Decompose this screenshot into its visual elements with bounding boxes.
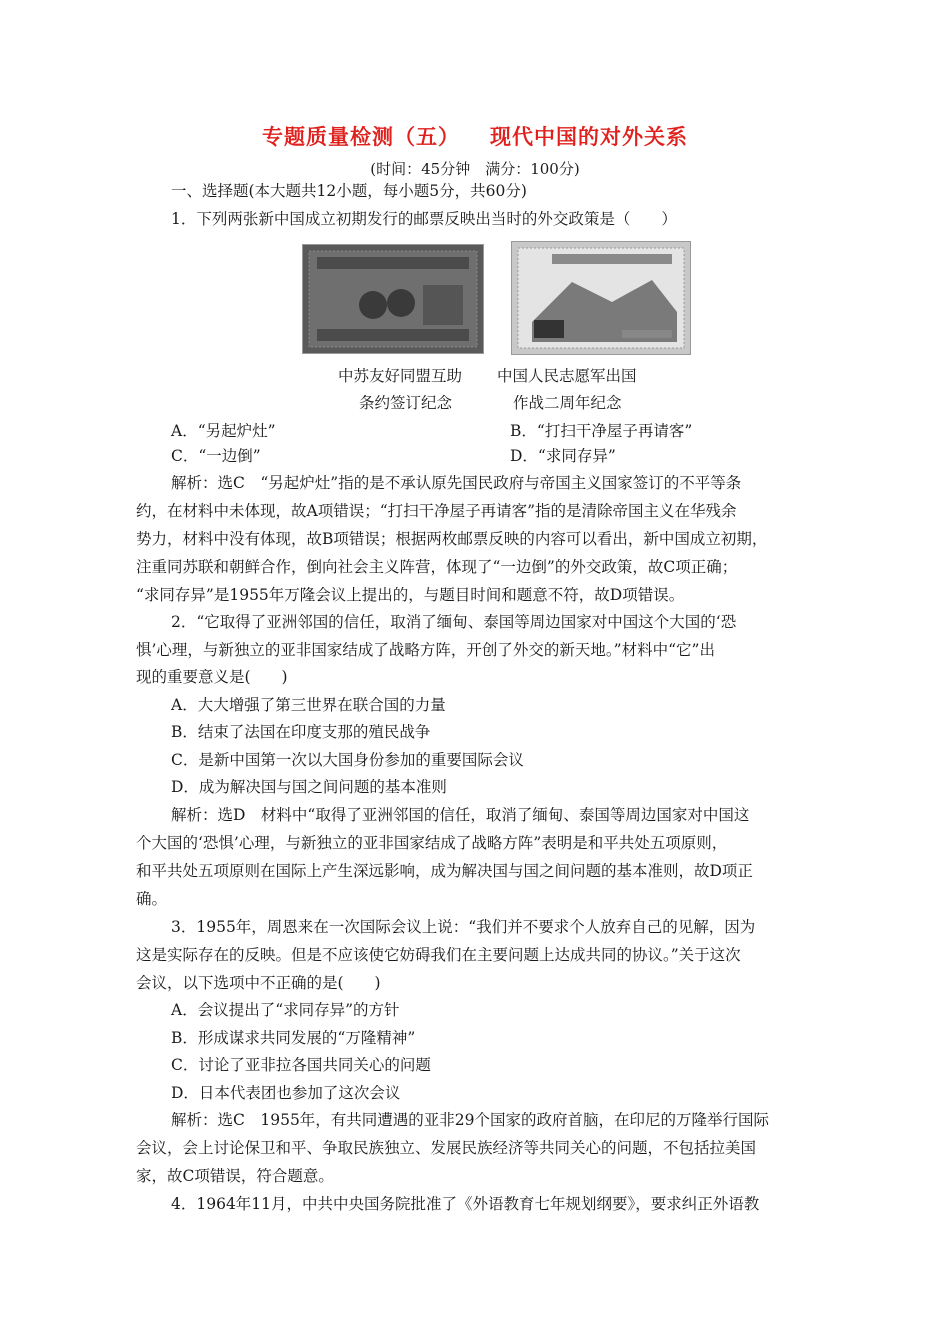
subtitle: (时间：45分钟 满分：100分) bbox=[370, 160, 580, 178]
section-heading: 一、选择题(本大题共12小题，每小题5分，共60分) bbox=[171, 182, 527, 200]
q1-option-d: D．“求同存异” bbox=[510, 447, 616, 465]
stamp-2-caption-line-1: 中国人民志愿军出国 bbox=[497, 367, 637, 385]
title-right: 现代中国的对外关系 bbox=[490, 125, 688, 149]
q2-analysis-line: 解析：选D 材料中“取得了亚洲邻国的信任，取消了缅甸、泰国等周边国家对中国这 bbox=[171, 806, 750, 824]
stamp-1-caption-line-1: 中苏友好同盟互助 bbox=[338, 367, 463, 385]
stamp-image-sino-soviet bbox=[302, 244, 484, 354]
title-left: 专题质量检测（五） bbox=[262, 125, 460, 149]
q1-analysis-line: 约，在材料中未体现，故A项错误；“打扫干净屋子再请客”指的是清除帝国主义在华残余 bbox=[136, 502, 737, 520]
q2-analysis-line: 和平共处五项原则在国际上产生深远影响，成为解决国与国之间问题的基本准则，故D项正 bbox=[136, 862, 753, 880]
q2-analysis-line: 个大国的‘恐惧’心理，与新独立的亚非国家结成了战略方阵”表明是和平共处五项原则， bbox=[136, 834, 728, 852]
q2-stem-line: 惧’心理，与新独立的亚非国家结成了战略方阵，开创了外交的新天地。”材料中“它”出 bbox=[136, 641, 715, 659]
q1-option-c: C．“一边倒” bbox=[171, 447, 261, 465]
q3-analysis-line: 解析：选C 1955年，有共同遭遇的亚非29个国家的政府首脑，在印尼的万隆举行国际 bbox=[171, 1111, 770, 1129]
q3-stem-line: 会议，以下选项中不正确的是( ) bbox=[136, 974, 381, 992]
q2-option-c: C．是新中国第一次以大国身份参加的重要国际会议 bbox=[171, 751, 524, 769]
q3-analysis-line: 会议，会上讨论保卫和平、争取民族独立、发展民族经济等共同关心的问题，不包括拉美国 bbox=[136, 1139, 757, 1157]
q3-stem-line: 3．1955年，周恩来在一次国际会议上说：“我们并不要求个人放弃自己的见解，因为 bbox=[171, 918, 756, 936]
stamp-2-caption-line-2: 作战二周年纪念 bbox=[513, 394, 622, 412]
q3-analysis-line: 家，故C项错误，符合题意。 bbox=[136, 1167, 334, 1185]
page-title bbox=[0, 121, 950, 151]
q3-option-a: A．会议提出了“求同存异”的方针 bbox=[171, 1001, 400, 1019]
q2-stem-line: 2．“它取得了亚洲邻国的信任，取消了缅甸、泰国等周边国家对中国这个大国的‘恐 bbox=[171, 613, 737, 631]
q4-stem-line: 4．1964年11月，中共中央国务院批准了《外语教育七年规划纲要》，要求纠正外语教 bbox=[171, 1195, 760, 1213]
q1-analysis-line: 解析：选C “另起炉灶”指的是不承认原先国民政府与帝国主义国家签订的不平等条 bbox=[171, 474, 742, 492]
q3-option-b: B．形成谋求共同发展的“万隆精神” bbox=[171, 1029, 416, 1047]
q2-stem-line: 现的重要意义是( ) bbox=[136, 668, 288, 686]
stamp-image-volunteer-army bbox=[511, 241, 691, 355]
q2-analysis-line: 确。 bbox=[136, 890, 168, 908]
stamp-1-caption-line-2: 条约签订纪念 bbox=[359, 394, 453, 412]
q1-option-a: A．“另起炉灶” bbox=[171, 422, 276, 440]
q2-option-b: B．结束了法国在印度支那的殖民战争 bbox=[171, 723, 431, 741]
q1-analysis-line: 注重同苏联和朝鲜合作，倒向社会主义阵营，体现了“一边倒”的外交政策，故C项正确； bbox=[136, 558, 738, 576]
q2-option-a: A．大大增强了第三世界在联合国的力量 bbox=[171, 696, 446, 714]
q2-option-d: D．成为解决国与国之间问题的基本准则 bbox=[171, 778, 447, 796]
question-1-stem: 1．下列两张新中国成立初期发行的邮票反映出当时的外交政策是（ ） bbox=[171, 210, 677, 228]
q3-option-c: C．讨论了亚非拉各国共同关心的问题 bbox=[171, 1056, 431, 1074]
q1-option-b: B．“打扫干净屋子再请客” bbox=[510, 422, 693, 440]
q3-stem-line: 这是实际存在的反映。但是不应该使它妨碍我们在主要问题上达成共同的协议。”关于这次 bbox=[136, 946, 741, 964]
q1-analysis-line: 势力，材料中没有体现，故B项错误；根据两枚邮票反映的内容可以看出，新中国成立初期， bbox=[136, 530, 768, 548]
q1-analysis-line: “求同存异”是1955年万隆会议上提出的，与题目时间和题意不符，故D项错误。 bbox=[136, 586, 685, 604]
q3-option-d: D．日本代表团也参加了这次会议 bbox=[171, 1084, 401, 1102]
